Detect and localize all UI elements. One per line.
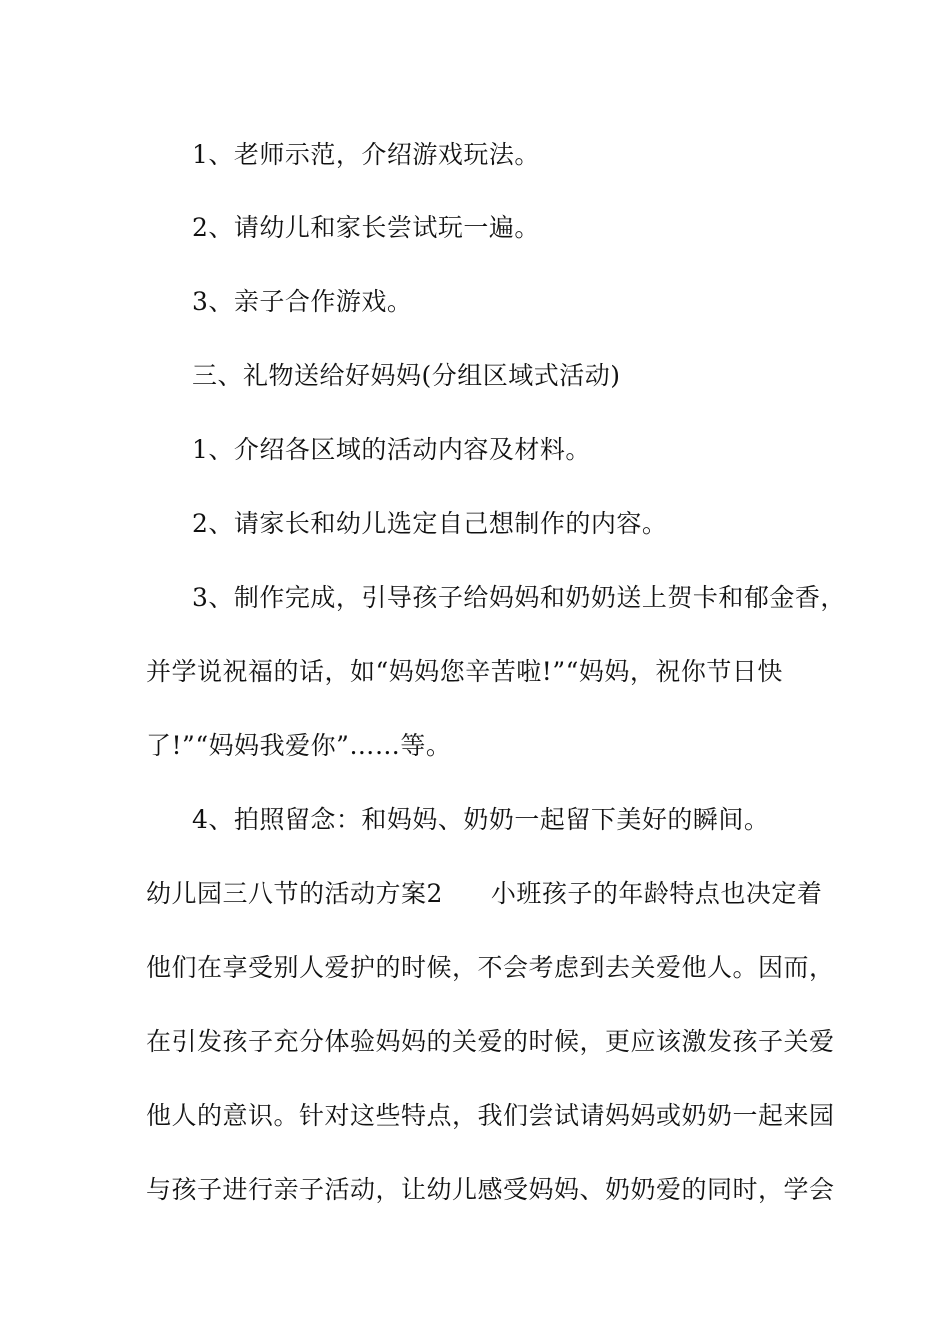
- paragraph-line-3: 3、亲子合作游戏。: [192, 287, 413, 316]
- section-heading-three: 三、礼物送给好妈妈(分组区域式活动): [192, 361, 621, 390]
- body-line-3: 他人的意识。针对这些特点，我们尝试请妈妈或奶奶一起来园: [146, 1101, 835, 1130]
- paragraph-line-7: 并学说祝福的话，如“妈妈您辛苦啦!”“妈妈，祝你节日快: [146, 657, 783, 686]
- paragraph-line-4: 1、介绍各区域的活动内容及材料。: [192, 435, 591, 464]
- section-title: 幼儿园三八节的活动方案2: [146, 879, 443, 908]
- section-first-line: 小班孩子的年龄特点也决定着: [490, 879, 823, 908]
- body-line-4: 与孩子进行亲子活动，让幼儿感受妈妈、奶奶爱的同时，学会: [146, 1175, 835, 1204]
- section-heading-line: [146, 879, 823, 909]
- body-line-2: 在引发孩子充分体验妈妈的关爱的时候，更应该激发孩子关爱: [146, 1027, 835, 1056]
- paragraph-line-2: 2、请幼儿和家长尝试玩一遍。: [192, 213, 540, 242]
- paragraph-line-8: 了!”“妈妈我爱你”……等。: [146, 731, 452, 760]
- body-line-1: 他们在享受别人爱护的时候，不会考虑到去关爱他人。因而，: [146, 953, 835, 982]
- paragraph-line-1: 1、老师示范，介绍游戏玩法。: [192, 140, 540, 169]
- paragraph-line-5: 2、请家长和幼儿选定自己想制作的内容。: [192, 509, 668, 538]
- paragraph-line-9: 4、拍照留念：和妈妈、奶奶一起留下美好的瞬间。: [192, 805, 770, 834]
- paragraph-line-6: 3、制作完成，引导孩子给妈妈和奶奶送上贺卡和郁金香，: [192, 583, 846, 612]
